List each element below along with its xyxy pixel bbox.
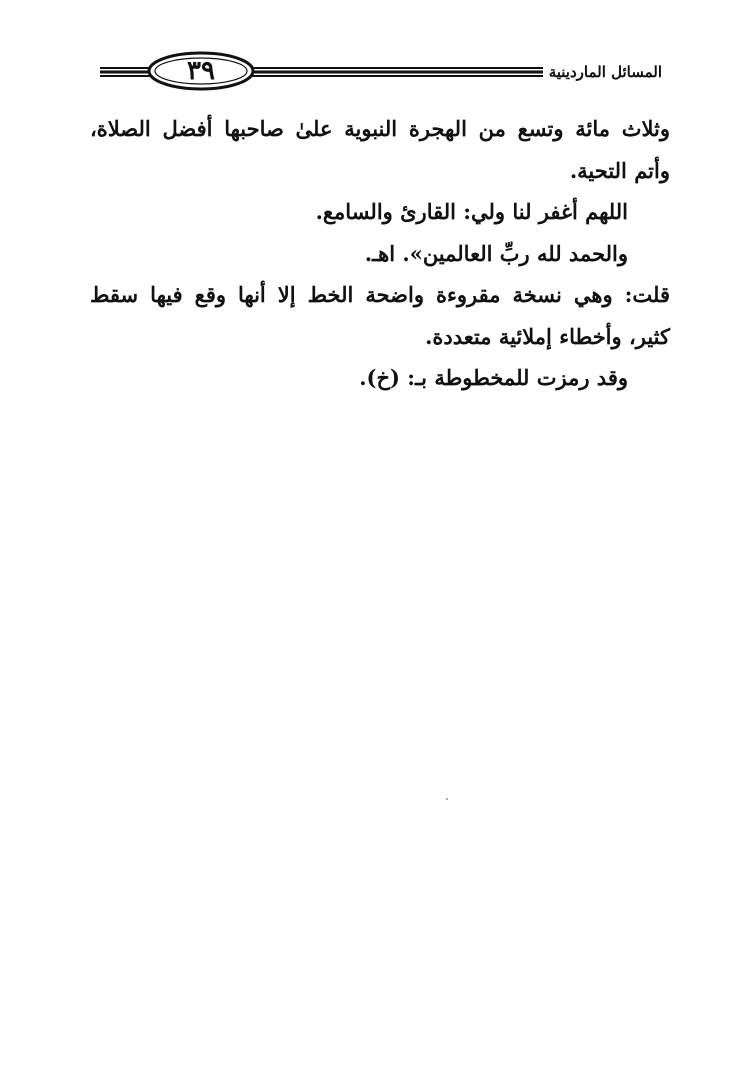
text-line: اللهم أغفر لنا ولي: القارئ والسامع. (315, 199, 628, 224)
text-line: قلت: وهي نسخة مقروءة واضحة الخط إلا أنها وقع فيها سقط (90, 282, 670, 307)
text-line: كثير، وأخطاء إملائية متعددة. (425, 323, 670, 349)
text-line: وقد رمزت للمخطوطة بـ: (خ). (359, 365, 628, 390)
page-header (100, 50, 662, 94)
scan-speck (446, 798, 448, 800)
running-title: المسائل الماردينية (543, 60, 662, 84)
text-line: وثلاث مائة وتسع من الهجرة النبوية علىٰ صاحبها أفضل الصلاة، (90, 116, 670, 141)
text-line: والحمد لله ربِّ العالمين». اهـ. (364, 240, 628, 266)
page-number: ٣٩ (187, 56, 215, 86)
body-text (90, 108, 670, 399)
text-line: وأتم التحية. (569, 157, 670, 183)
